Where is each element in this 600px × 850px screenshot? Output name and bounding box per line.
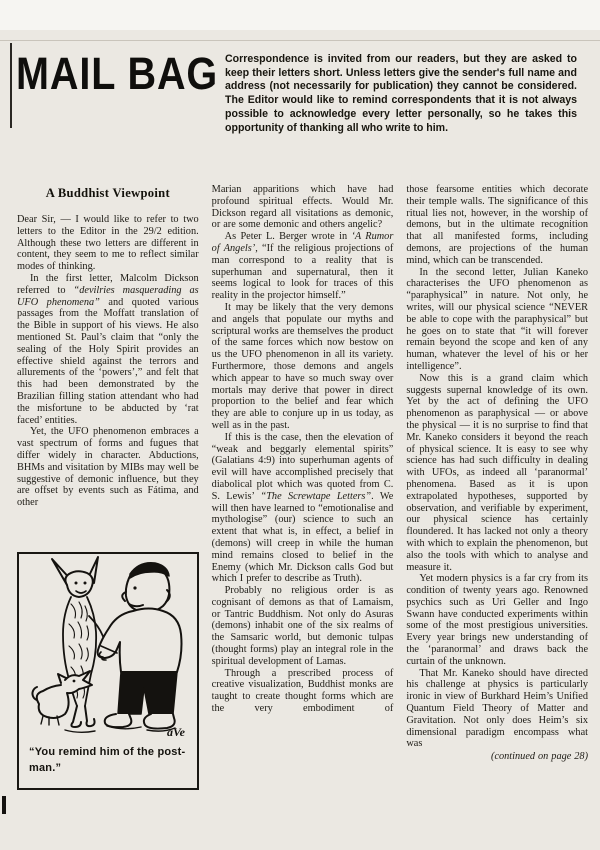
letter-paragraph: Dear Sir, — I would like to refer to two letters to the Editor in the 29/2 edition. Although these two letters are different in content, they seem to me to reflect similar modes of thinking. bbox=[17, 214, 199, 273]
column-3-text bbox=[406, 184, 588, 763]
cartoon-caption-line: man.” bbox=[29, 762, 62, 774]
letter-paragraph: If this is the case, then the elevation of “weak and beggarly elemental spirits” (Galatians 4:9) into superhuman agents of evil will have accomplished precisely that diabolical plot which was quoted from C. S. Lewis’ “The Screwtape Letters”. We will then have learned to “emotionalise and mythologise” (our) science to such an extent that what is, in effect, a belief in (demons) will creep in while the human mind remains closed to belief in the Enemy (which Mr. Dickson calls God but which I prefer to describe as Truth). bbox=[211, 431, 394, 585]
cartoon-signature: aVe bbox=[166, 725, 185, 739]
column-2 bbox=[212, 184, 394, 790]
letter-paragraph: those fearsome entities which decorate their temple walls. The significance of this ritual lies not, however, in the worship of demons, but in the ultimate recognition that all manifested forms, including demons, are projections of the human mind, which can be transcended. bbox=[406, 184, 589, 266]
editor-correspondence-note: Correspondence is invited from our readers, but they are asked to keep their letters short. Unless letters give the sender's full name and address (not necessarily for publication) they cannot be considered. The Editor would like to remind correspondents that it is not always possible to acknowledge every letter personally, so he takes this opportunity of thanking all who write to him. bbox=[225, 53, 577, 134]
letter-paragraph: Now this is a grand claim which suggests supernal knowledge of its own. Yet by the act of defining the UFO phenomenon as paraphysical — or above the physical — it is no surprise to find that Mr. Kaneko considers it beyond the reach of physical science. It is easy to see why science has had such difficulty in dealing with UFOs, as indeed all ‘paranormal’ phenomena. Based as it is upon extrapolated hypotheses, supported by observation, and verifiable by experiment, our physical science has certainly floundered. It has lacked not only a theory with which to explain the phenomenon, but also the tools with which to analyse and measure it. bbox=[406, 372, 589, 573]
top-rule bbox=[0, 40, 600, 41]
letter-paragraph: As Peter L. Berger wrote in ‘A Rumor of Angels’, “If the religious projections of man correspond to a reality that is superhuman and supernatural, then it seems logical to look for traces of this reality in the projector himself.” bbox=[211, 231, 394, 302]
letter-paragraph: Marian apparitions which have had profound spiritual effects. Would Mr. Dickson regard all visitations as demonic, or are some demonic and others angelic? bbox=[211, 184, 394, 231]
scan-edge-artifact bbox=[2, 796, 6, 814]
column-1 bbox=[17, 184, 199, 790]
cartoon-caption-line: “You remind him of the post- bbox=[29, 746, 186, 758]
letter-paragraph: Yet modern physics is a far cry from its condition of twenty years ago. Renowned psychics such as Uri Geller and Ingo Swann have conducted experiments within some of the most prestigious universities. Every year brings new understanding of the ‘paranormal’ and draws back the curtain of the unknown. bbox=[406, 573, 589, 667]
letter-paragraph: Through a prescribed process of creative visualization, Buddhist monks are taught to create thought forms which are the very embodiment of bbox=[211, 667, 394, 715]
cartoon-caption bbox=[29, 744, 191, 776]
page-title: MAIL BAG bbox=[16, 48, 219, 99]
scan-edge-artifact bbox=[10, 43, 12, 128]
letter-heading: A Buddhist Viewpoint bbox=[45, 186, 170, 200]
letter-paragraph: In the second letter, Julian Kaneko characterises the UFO phenomenon as “paraphysical” in nature. Not only, he writes, will our physical science “NEVER be able to cope with the paraphysical” but he goes on to state that “it will forever remain beyond the scope and ken of any human, whatever the level of his or her intelligence”. bbox=[406, 266, 589, 372]
page-top-margin bbox=[0, 0, 600, 30]
letter-paragraph: (continued on page 28) bbox=[491, 751, 589, 763]
letter-paragraph: Probably no religious order is as cognisant of demons as that of Lamaism, or Tantric Buddhism. Not only do Asuras (demons) inhabit one of the six realms of the Samsaric world, but demonic tulpas (thought forms) play an integral role in the spiritual development of Lamas. bbox=[211, 585, 394, 667]
column-3 bbox=[406, 184, 588, 790]
cartoon-illustration bbox=[21, 554, 195, 740]
letter-paragraph: In the first letter, Malcolm Dickson referred to “devilries masquerading as UFO phenomena” and quoted various passages from the Moffatt translation of the Bible in support of his views. He also mentioned St. Paul’s claim that “only the sealing of the Holy Spirit provides an effective shield against the terrors and allurements of the ‘powers’,” and felt that this had been demonstrated by the Brazilian filling station attendant who had the misfortune to be abducted by ‘rat faced’ entities. bbox=[17, 272, 199, 426]
column-1-text bbox=[17, 214, 199, 509]
letter-paragraph: Yet, the UFO phenomenon embraces a vast spectrum of forms and fugues that differ widely in character. Abductions, BHMs and visitation by MIBs may well be suggestive of demonic influence, but they are offset by events such as Fátima, and other bbox=[17, 426, 199, 509]
cartoon-panel bbox=[17, 552, 199, 790]
letter-paragraph: It may be likely that the very demons and angels that populate our myths and scriptural works are themselves the product of the same forces which now bestow on us the UFO phenomenon in all its variety. Furthermore, those demons and angels which appear to have so much sway over mortals may derive that power in direct proportion to the belief and fear which they are able to conjure up in us today, as well as in the past. bbox=[211, 301, 394, 431]
letter-paragraph: That Mr. Kaneko should have directed his challenge at physics is particularly ironic in view of Burkhard Heim’s Unified Quantum Field Theory of Matter and Gravitation. Not only does Heim’s six dimensional paradigm encompass what was bbox=[406, 667, 589, 750]
letter-columns bbox=[17, 184, 588, 790]
column-2-text bbox=[212, 184, 394, 715]
